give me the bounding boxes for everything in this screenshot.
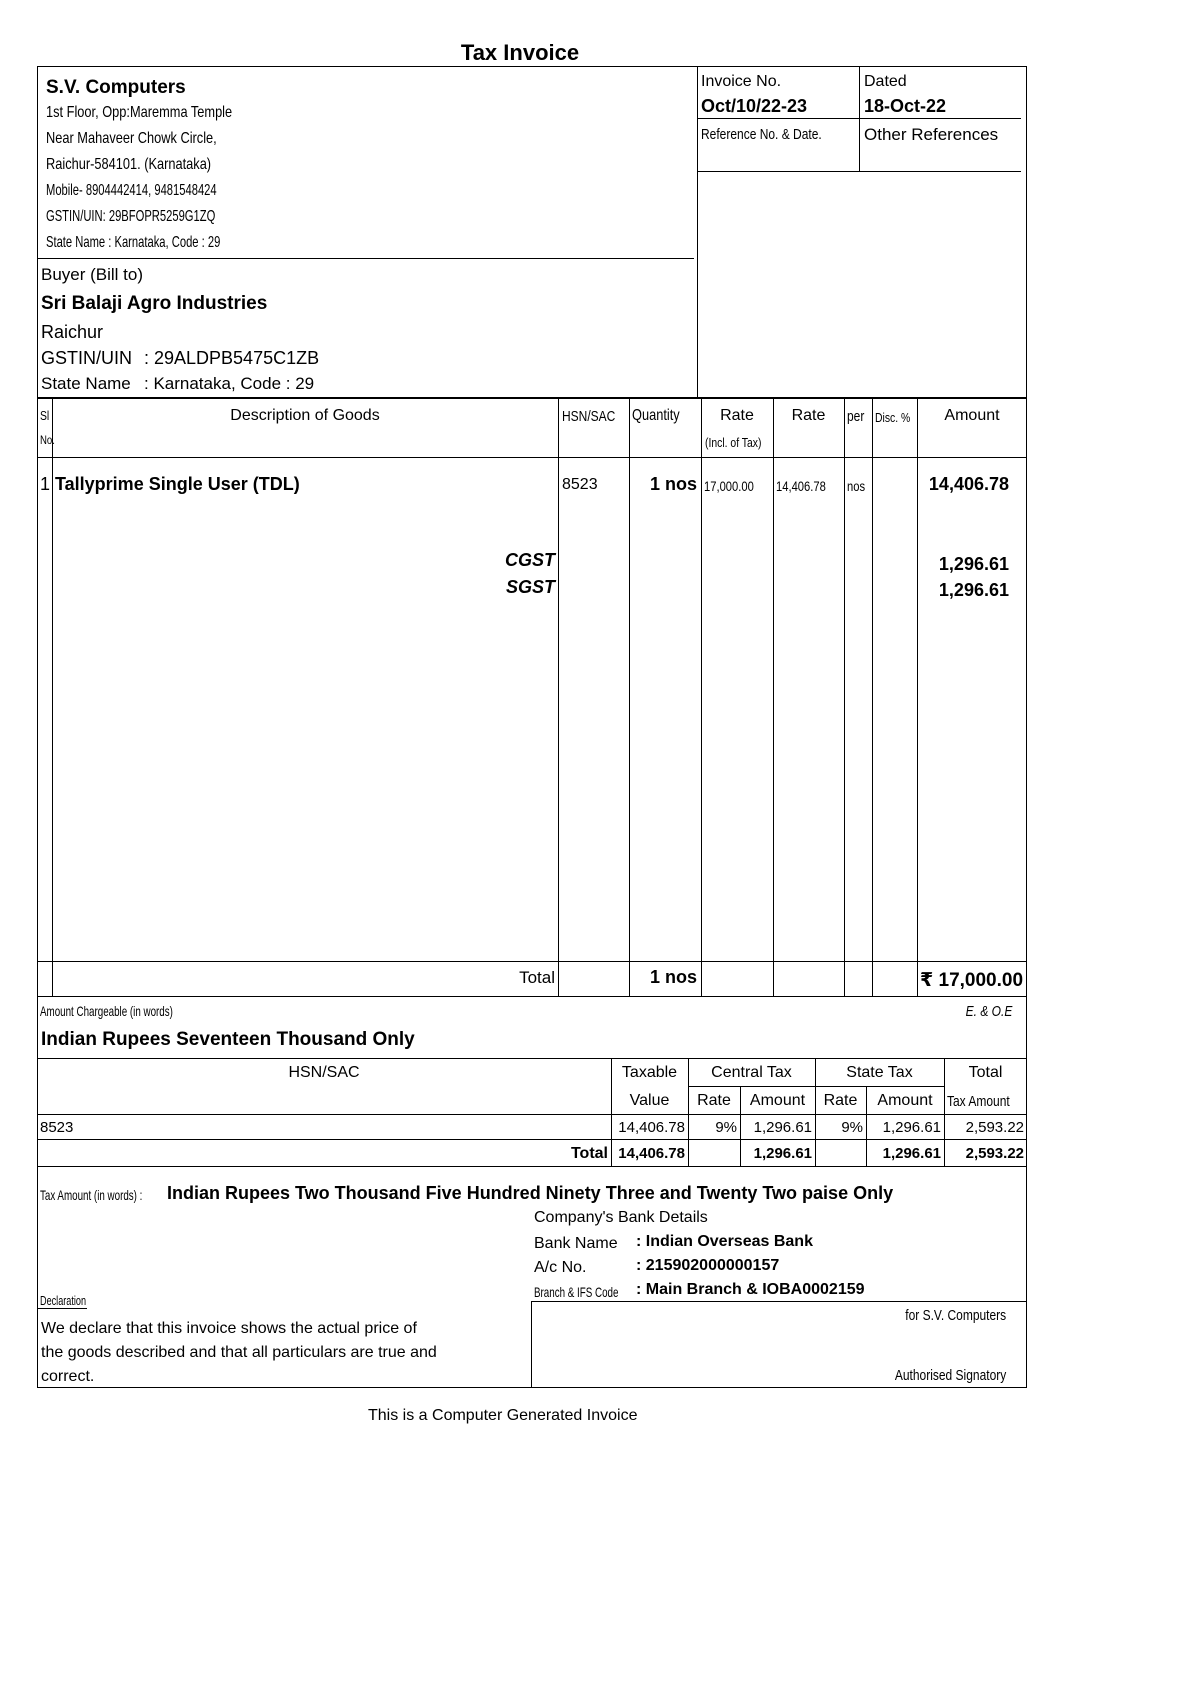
col-hsn: HSN/SAC [562,408,616,425]
declaration-text: correct. [41,1368,95,1385]
col-sl-no: No. [40,433,55,447]
buyer-state: : Karnataka, Code : 29 [144,374,315,393]
tax-row-hsn: 8523 [40,1119,74,1136]
tax-row-c-amount: 1,296.61 [753,1119,812,1136]
tax-total-label: Total [570,1145,608,1162]
col-rate-incl: Rate [720,407,754,424]
col-sl: Sl [40,408,50,423]
tax-row-c-rate: 9% [715,1119,737,1136]
item-rate: 14,406.78 [776,478,826,494]
item-hsn: 8523 [562,476,598,493]
bank-name-label: Bank Name [534,1235,618,1252]
tax-col-state-rate: Rate [823,1092,858,1109]
sgst-amount: 1,296.61 [938,580,1009,600]
seller-state: State Name : Karnataka, Code : 29 [46,234,221,251]
seller-address-line: Raichur-584101. (Karnataka) [46,156,212,173]
item-rate-incl: 17,000.00 [704,478,754,494]
buyer-city: Raichur [41,322,104,342]
col-amount: Amount [944,407,1000,424]
tax-row-total: 2,593.22 [965,1119,1024,1136]
total-quantity: 1 nos [649,967,697,987]
invoice-no: Oct/10/22-23 [701,96,808,116]
tax-row-s-amount: 1,296.61 [882,1119,941,1136]
dated-label: Dated [864,73,907,90]
buyer-label: Buyer (Bill to) [41,265,144,284]
tax-col-total-amount: Tax Amount [947,1093,1010,1110]
tax-total-s-amount: 1,296.61 [882,1145,941,1162]
bank-branch-label: Branch & IFS Code [534,1284,619,1300]
tax-col-central: Central Tax [711,1064,792,1081]
total-amount: ₹ 17,000.00 [920,970,1024,991]
tax-col-state: State Tax [846,1064,913,1081]
tax-col-state-amount: Amount [877,1092,933,1109]
buyer-gstin: : 29ALDPB5475C1ZB [144,348,320,368]
seller-mobile: Mobile- 8904442414, 9481548424 [46,182,217,199]
tax-col-hsn: HSN/SAC [288,1064,360,1081]
bank-title: Company's Bank Details [534,1209,708,1226]
other-references-label: Other References [864,125,999,144]
item-per: nos [847,478,866,494]
tax-total-taxable: 14,406.78 [618,1145,685,1162]
declaration-label: Declaration [40,1293,87,1308]
tax-col-taxable: Taxable [621,1064,678,1081]
cgst-amount: 1,296.61 [938,554,1009,574]
col-rate: Rate [791,407,826,424]
tax-total-c-amount: 1,296.61 [753,1145,812,1162]
amount-words-label: Amount Chargeable (in words) [40,1003,173,1019]
tax-col-central-rate: Rate [697,1092,731,1109]
seller-address-line: 1st Floor, Opp:Maremma Temple [46,104,233,121]
col-description: Description of Goods [230,407,380,424]
tax-total-total: 2,593.22 [965,1145,1024,1162]
bank-ac: : 215902000000157 [636,1257,780,1274]
dated-value: 18-Oct-22 [864,96,947,116]
tax-amount-in-words: Indian Rupees Two Thousand Five Hundred Ninety Three and Twenty Two paise Only [167,1183,894,1203]
seller-address-line: Near Mahaveer Chowk Circle, [46,130,217,147]
col-per: per [847,408,865,425]
footer-note: This is a Computer Generated Invoice [368,1407,638,1424]
tax-col-value: Value [629,1092,670,1109]
item-amount: 14,406.78 [928,474,1009,494]
sgst-label: SGST [505,577,555,597]
document-title: Tax Invoice [460,40,580,65]
tax-row-taxable: 14,406.78 [618,1119,685,1136]
tax-words-label: Tax Amount (in words) : [40,1187,143,1203]
col-rate-incl-sub: (Incl. of Tax) [705,435,762,450]
buyer-state-label: State Name [41,374,131,393]
seller-name: S.V. Computers [46,77,186,98]
bank-branch: : Main Branch & IOBA0002159 [636,1281,865,1298]
buyer-name: Sri Balaji Agro Industries [41,293,268,314]
reference-label: Reference No. & Date. [701,126,822,143]
signature-for: for S.V. Computers [905,1307,1006,1324]
seller-gstin: GSTIN/UIN: 29BFOPR5259G1ZQ [46,208,216,225]
amount-in-words: Indian Rupees Seventeen Thousand Only [41,1029,415,1050]
tax-col-total: Total [968,1064,1003,1081]
col-quantity: Quantity [632,407,680,424]
item-description: Tallyprime Single User (TDL) [55,474,300,494]
declaration-text: the goods described and that all particulars are true and [41,1344,437,1361]
tax-col-central-amount: Amount [749,1092,806,1109]
item-quantity: 1 nos [649,474,697,494]
item-sl: 1 [40,474,51,494]
invoice-no-label: Invoice No. [701,73,782,90]
total-label: Total [519,968,555,987]
bank-name: : Indian Overseas Bank [636,1233,813,1250]
cgst-label: CGST [504,550,555,570]
authorised-signatory: Authorised Signatory [894,1367,1006,1384]
eoe-label: E. & O.E [965,1003,1012,1020]
col-disc: Disc. % [875,410,911,425]
bank-ac-label: A/c No. [534,1259,587,1276]
buyer-gstin-label: GSTIN/UIN [41,348,133,368]
declaration-text: We declare that this invoice shows the actual price of [41,1320,417,1337]
tax-row-s-rate: 9% [841,1119,863,1136]
